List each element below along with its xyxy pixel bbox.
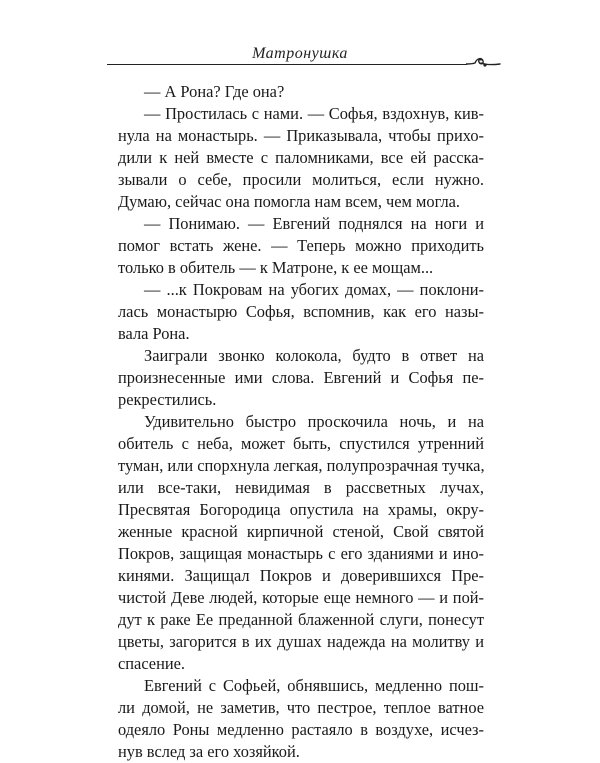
text-line: или все-таки, невидимая в рассветных лучах, — [118, 478, 484, 497]
text-line: обитель с неба, может быть, спустился утренний — [118, 434, 484, 453]
text-line: помог встать жене. — Теперь можно приходить — [118, 236, 484, 255]
text-line: — Простилась с нами. — Софья, вздохнув, кив- — [144, 104, 484, 123]
text-line: Заиграли звонко колокола, будто в ответ на — [144, 346, 484, 365]
text-line: — ...к Покровам на убогих домах, — поклони- — [144, 280, 484, 299]
running-title: Матронушка — [252, 45, 348, 62]
text-line: Покров, защищая монастырь с его зданиями и ино- — [118, 544, 484, 563]
text-line: Пресвятая Богородица опустила на храмы, окру- — [118, 500, 484, 519]
text-line: ли домой, не заметив, что пестрое, теплое ватное — [118, 698, 484, 717]
text-line: Удивительно быстро проскочила ночь, и на — [144, 412, 484, 431]
text-line: произнесенные ими слова. Евгений и Софья пе- — [118, 368, 484, 387]
text-line: Думаю, сейчас она помогла нам всем, чем могла. — [118, 192, 461, 211]
text-line: спасение. — [118, 654, 185, 673]
text-line: женные красной кирпичной стеной, Свой святой — [118, 522, 484, 541]
text-line: лась монастырю Софья, вспомнив, как его назы- — [118, 302, 484, 321]
text-line: дили к ней вместе с паломниками, все ей расска- — [118, 148, 484, 167]
text-line: зывали о себе, просили молиться, если нужно. — [118, 170, 484, 189]
text-line: только в обитель — к Матроне, к ее мощам... — [118, 258, 434, 277]
text-line: дут к раке Ее преданной блаженной слуги, понесут — [118, 610, 484, 629]
text-line: туман, или спорхнула легкая, полупрозрачная тучка, — [118, 456, 485, 475]
text-line: Евгений с Софьей, обнявшись, медленно пош- — [144, 676, 484, 695]
body-text — [118, 81, 484, 763]
text-line: одеяло Роны медленно растаяло в воздухе, исчез- — [118, 720, 484, 739]
text-line: кинями. Защищал Покров и доверившихся Пре- — [118, 566, 484, 585]
flourish-ornament-icon — [466, 52, 502, 72]
running-head — [0, 40, 600, 70]
text-line: чистой Деве людей, которые еще немного — и пой- — [118, 588, 484, 607]
text-line: — Понимаю. — Евгений поднялся на ноги и — [144, 214, 484, 233]
text-line: нула на монастырь. — Приказывала, чтобы прихо- — [118, 126, 484, 145]
text-line: — А Рона? Где она? — [144, 82, 285, 101]
text-line: рекрестились. — [118, 390, 217, 409]
text-line: цветы, загорится в их душах надежда на молитву и — [118, 632, 484, 651]
text-line: нув вслед за его хозяйкой. — [118, 742, 300, 761]
header-rule — [107, 64, 467, 65]
text-line: вала Рона. — [118, 324, 190, 343]
